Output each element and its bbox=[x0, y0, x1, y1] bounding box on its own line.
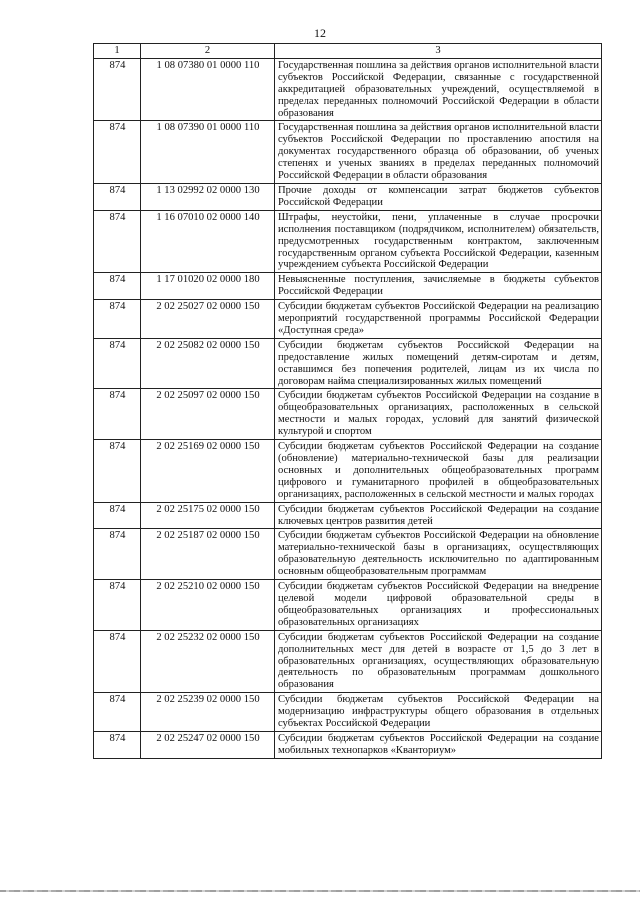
admin-code-cell: 874 bbox=[94, 300, 141, 339]
table-row bbox=[94, 580, 602, 631]
scan-edge-line bbox=[0, 890, 640, 892]
table-row bbox=[94, 338, 602, 389]
revenue-name-cell: Субсидии бюджетам субъектов Российской Федерации на создание в общеобразовательных организациях, расположенных в сельской местности и малых городах, условий для занятий физической культурой и спортом bbox=[275, 389, 602, 440]
table-row bbox=[94, 440, 602, 503]
budget-code-cell: 1 13 02992 02 0000 130 bbox=[141, 183, 275, 210]
revenue-name-cell: Субсидии бюджетам субъектов Российской Федерации на внедрение целевой модели цифровой образовательной среды в общеобразовательных организациях и профессиональных образовательных организациях bbox=[275, 580, 602, 631]
table-row bbox=[94, 693, 602, 732]
admin-code-cell: 874 bbox=[94, 693, 141, 732]
admin-code-cell: 874 bbox=[94, 580, 141, 631]
revenue-name-cell: Прочие доходы от компенсации затрат бюджетов субъектов Российской Федерации bbox=[275, 183, 602, 210]
table-row bbox=[94, 121, 602, 184]
revenue-name-cell: Субсидии бюджетам субъектов Российской Федерации на создание мобильных технопарков «Кванториум» bbox=[275, 731, 602, 758]
admin-code-cell: 874 bbox=[94, 210, 141, 273]
admin-code-cell: 874 bbox=[94, 630, 141, 693]
page-number: 12 bbox=[314, 26, 326, 40]
revenue-name-cell: Государственная пошлина за действия органов исполнительной власти субъектов Российской Федерации, связанные с государственной аккредитацией образовательных учреждений, осуществляемой в пределах переданных полномочий Российской Федерации в области образования bbox=[275, 58, 602, 121]
admin-code-cell: 874 bbox=[94, 183, 141, 210]
budget-code-cell: 2 02 25247 02 0000 150 bbox=[141, 731, 275, 758]
admin-code-cell: 874 bbox=[94, 731, 141, 758]
budget-code-cell: 2 02 25097 02 0000 150 bbox=[141, 389, 275, 440]
budget-code-cell: 1 08 07390 01 0000 110 bbox=[141, 121, 275, 184]
admin-code-cell: 874 bbox=[94, 58, 141, 121]
budget-code-cell: 1 08 07380 01 0000 110 bbox=[141, 58, 275, 121]
table-row bbox=[94, 529, 602, 580]
revenue-name-cell: Субсидии бюджетам субъектов Российской Федерации на создание ключевых центров развития детей bbox=[275, 502, 602, 529]
revenue-name-cell: Государственная пошлина за действия органов исполнительной власти субъектов Российской Федерации по проставлению апостиля на документах государственного образца об образовании, об ученых степенях и ученых званиях в пределах переданных полномочий Российской Федерации в области образования bbox=[275, 121, 602, 184]
budget-code-cell: 2 02 25239 02 0000 150 bbox=[141, 693, 275, 732]
column-header-3: 3 bbox=[275, 44, 602, 59]
revenue-name-cell: Субсидии бюджетам субъектов Российской Федерации на создание дополнительных мест для детей в возрасте от 1,5 до 3 лет в образовательных организациях, осуществляющих образовательную деятельность по образовательным программам дошкольного образования bbox=[275, 630, 602, 693]
revenue-name-cell: Субсидии бюджетам субъектов Российской Федерации на реализацию мероприятий государственной программы Российской Федерации «Доступная среда» bbox=[275, 300, 602, 339]
budget-code-cell: 2 02 25169 02 0000 150 bbox=[141, 440, 275, 503]
admin-code-cell: 874 bbox=[94, 338, 141, 389]
admin-code-cell: 874 bbox=[94, 121, 141, 184]
column-header-1: 1 bbox=[94, 44, 141, 59]
budget-code-cell: 2 02 25232 02 0000 150 bbox=[141, 630, 275, 693]
column-header-2: 2 bbox=[141, 44, 275, 59]
admin-code-cell: 874 bbox=[94, 440, 141, 503]
budget-code-cell: 2 02 25082 02 0000 150 bbox=[141, 338, 275, 389]
revenue-name-cell: Субсидии бюджетам субъектов Российской Федерации на обновление материально-технической базы в организациях, осуществляющих образовательную деятельность исключительно по адаптированным основным общеобразовательным программам bbox=[275, 529, 602, 580]
budget-code-cell: 2 02 25175 02 0000 150 bbox=[141, 502, 275, 529]
budget-code-cell: 2 02 25187 02 0000 150 bbox=[141, 529, 275, 580]
admin-code-cell: 874 bbox=[94, 273, 141, 300]
revenue-codes-table bbox=[93, 43, 602, 759]
revenue-name-cell: Штрафы, неустойки, пени, уплаченные в случае просрочки исполнения поставщиком (подрядчиком, исполнителем) обязательств, предусмотренных государственным контрактом, заключенным государственным органом субъекта Российской Федерации, казенным учреждением субъекта Российской Федерации bbox=[275, 210, 602, 273]
revenue-name-cell: Субсидии бюджетам субъектов Российской Федерации на создание (обновление) материально-технической базы для реализации основных и дополнительных общеобразовательных программ цифрового и гуманитарного профилей в общеобразовательных организациях, расположенных в сельской местности и малых городах bbox=[275, 440, 602, 503]
admin-code-cell: 874 bbox=[94, 529, 141, 580]
table-row bbox=[94, 630, 602, 693]
table-row bbox=[94, 183, 602, 210]
revenue-name-cell: Субсидии бюджетам субъектов Российской Федерации на модернизацию инфраструктуры общего образования в отдельных субъектах Российской Федерации bbox=[275, 693, 602, 732]
table-header-row bbox=[94, 44, 602, 59]
table-row bbox=[94, 210, 602, 273]
budget-code-cell: 2 02 25027 02 0000 150 bbox=[141, 300, 275, 339]
table-row bbox=[94, 300, 602, 339]
table-row bbox=[94, 58, 602, 121]
budget-code-cell: 1 17 01020 02 0000 180 bbox=[141, 273, 275, 300]
admin-code-cell: 874 bbox=[94, 502, 141, 529]
revenue-name-cell: Невыясненные поступления, зачисляемые в бюджеты субъектов Российской Федерации bbox=[275, 273, 602, 300]
admin-code-cell: 874 bbox=[94, 389, 141, 440]
table-row bbox=[94, 273, 602, 300]
table-row bbox=[94, 389, 602, 440]
budget-code-cell: 1 16 07010 02 0000 140 bbox=[141, 210, 275, 273]
table-row bbox=[94, 731, 602, 758]
revenue-name-cell: Субсидии бюджетам субъектов Российской Федерации на предоставление жилых помещений детям-сиротам и детям, оставшимся без попечения родителей, лицам из их числа по договорам найма специализированных жилых помещений bbox=[275, 338, 602, 389]
budget-code-cell: 2 02 25210 02 0000 150 bbox=[141, 580, 275, 631]
table-row bbox=[94, 502, 602, 529]
